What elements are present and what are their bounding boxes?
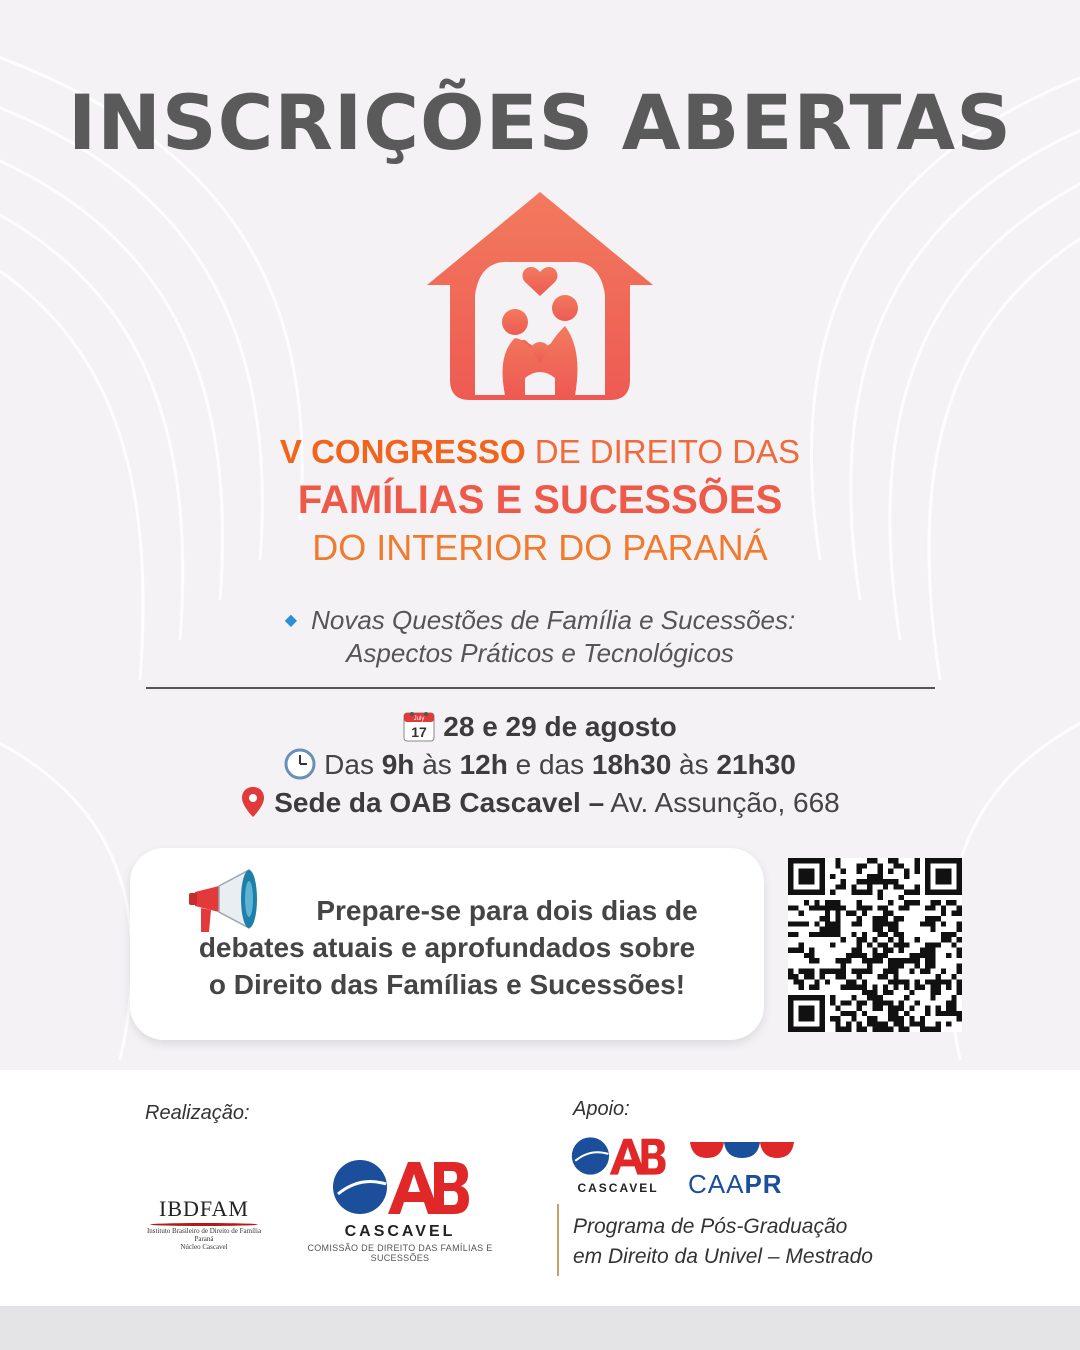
- time-sep-1: às: [414, 749, 460, 780]
- card-line3: o Direito das Famílias e Sucessões!: [208, 969, 686, 1000]
- title-congress: V CONGRESSO: [279, 433, 526, 470]
- title-line1-rest: DE DIREITO DAS: [525, 433, 801, 470]
- pin-icon: [240, 786, 266, 818]
- time-start-1: 9h: [381, 749, 415, 780]
- ibdfam-sub3: Núcleo Cascavel: [180, 1243, 228, 1251]
- card-line2: debates atuais e aprofundados sobre: [198, 932, 696, 963]
- caapr-bold: PR: [744, 1169, 783, 1199]
- bottom-strip: [0, 1306, 1080, 1350]
- program-line2: em Direito da Univel – Mestrado: [573, 1245, 873, 1268]
- caapr-mark-icon: [688, 1140, 796, 1162]
- clock-icon: [284, 748, 316, 780]
- place-row: [0, 784, 1080, 822]
- oab-logo-icon: [568, 1136, 668, 1176]
- headline: INSCRIÇÕES ABERTAS: [68, 78, 1012, 167]
- time-end-1: 12h: [459, 749, 508, 780]
- apoio-label: Apoio:: [573, 1098, 630, 1120]
- house-family-heart-icon: [425, 190, 655, 405]
- title-line3: DO INTERIOR DO PARANÁ: [312, 527, 768, 568]
- ibdfam-name: IBDFAM: [159, 1196, 249, 1221]
- oab-main-word: CASCAVEL: [344, 1223, 456, 1240]
- announcement-card: [130, 848, 764, 1040]
- diamond-bullet-icon: ◆: [284, 612, 298, 629]
- oab-cascavel-commission-logo: [280, 1158, 520, 1263]
- card-line1: Prepare-se para dois dias de: [316, 895, 698, 926]
- event-theme: [0, 604, 1080, 670]
- ibdfam-sub2: Paraná: [194, 1235, 214, 1243]
- calendar-day: 17: [411, 724, 428, 740]
- program-line1: Programa de Pós-Graduação: [573, 1215, 848, 1238]
- time-end-2: 21h30: [716, 749, 796, 780]
- calendar-icon: [403, 710, 435, 742]
- qr-code-icon[interactable]: [788, 858, 962, 1032]
- title-line2: FAMÍLIAS E SUCESSÕES: [297, 478, 783, 522]
- time-sep-2: e das: [507, 749, 592, 780]
- theme-line2: Aspectos Práticos e Tecnológicos: [346, 638, 734, 668]
- caapr-prefix: CAA: [688, 1169, 745, 1199]
- caapr-logo: [688, 1140, 798, 1200]
- ibdfam-logo: [144, 1196, 264, 1251]
- time-sep-3: às: [671, 749, 717, 780]
- time-start-2: 18h30: [591, 749, 672, 780]
- place-name: Sede da OAB Cascavel –: [274, 787, 605, 818]
- time-row: [0, 746, 1080, 784]
- time-prefix: Das: [324, 749, 382, 780]
- oab-commission: COMISSÃO DE DIREITO DAS FAMÍLIAS E SUCESSÕES: [307, 1243, 493, 1263]
- ibdfam-bar: [150, 1223, 258, 1226]
- place-address: Av. Assunção, 668: [604, 787, 840, 818]
- realizacao-label: Realização:: [145, 1102, 250, 1124]
- oab-logo-icon: [330, 1158, 470, 1216]
- theme-line1: Novas Questões de Família e Sucessões:: [311, 605, 796, 635]
- oab-support-word: CASCAVEL: [577, 1181, 659, 1195]
- program-accent-bar: [557, 1204, 559, 1276]
- date-row: [0, 708, 1080, 746]
- event-title: [0, 428, 1080, 572]
- calendar-month: July: [413, 716, 425, 722]
- divider: [146, 687, 935, 689]
- ibdfam-sub1: Instituto Brasileiro de Direito de Família: [146, 1227, 262, 1235]
- event-details: [0, 708, 1080, 822]
- program-text: [573, 1212, 873, 1272]
- oab-cascavel-support-logo: [567, 1136, 669, 1195]
- event-date: 28 e 29 de agosto: [443, 711, 677, 742]
